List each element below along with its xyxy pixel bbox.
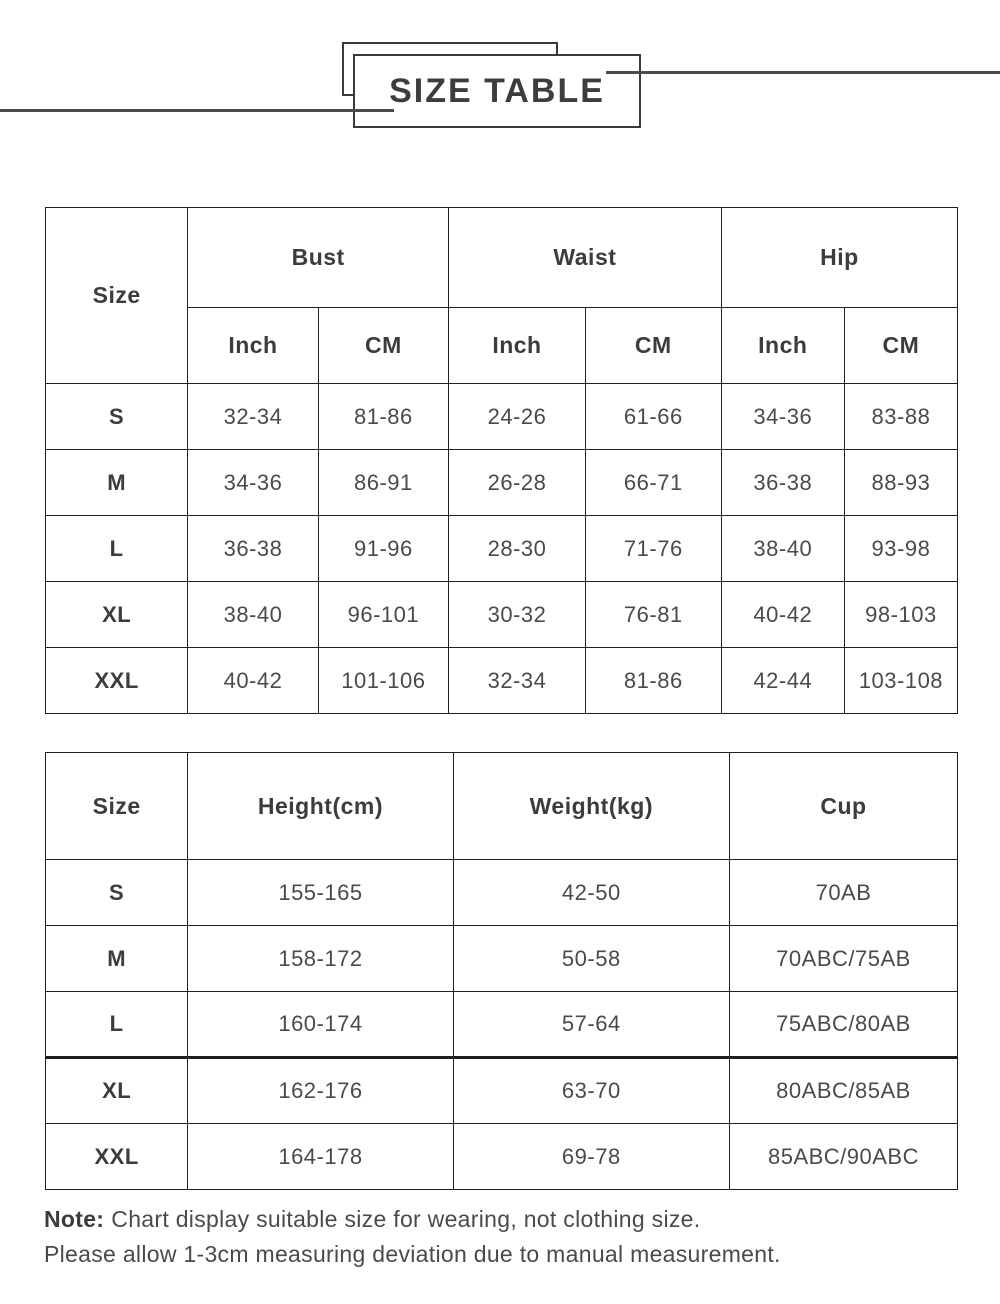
title-banner: [0, 0, 1000, 170]
value-cell: 57-64: [453, 992, 729, 1058]
table-row: [46, 450, 958, 516]
title-box: [353, 54, 641, 128]
unit-header: Inch: [721, 308, 844, 384]
value-cell: 63-70: [453, 1058, 729, 1124]
value-cell: 103-108: [844, 648, 957, 714]
value-cell: 38-40: [188, 582, 318, 648]
value-cell: 155-165: [188, 860, 453, 926]
unit-header: CM: [585, 308, 721, 384]
value-cell: 34-36: [721, 384, 844, 450]
group-header-row: [46, 208, 958, 308]
value-cell: 36-38: [188, 516, 318, 582]
value-cell: 36-38: [721, 450, 844, 516]
size-measurements-table: [45, 207, 958, 714]
waist-header: Waist: [449, 208, 722, 308]
value-cell: 38-40: [721, 516, 844, 582]
size-label-cell: XXL: [46, 648, 188, 714]
size-label-cell: M: [46, 450, 188, 516]
value-cell: 30-32: [449, 582, 586, 648]
size-column-header: Size: [46, 208, 188, 384]
value-cell: 71-76: [585, 516, 721, 582]
decor-line-left: [0, 109, 394, 112]
value-cell: 42-44: [721, 648, 844, 714]
value-cell: 70AB: [729, 860, 957, 926]
decor-line-right: [606, 71, 1000, 74]
column-header-row: [46, 753, 958, 860]
value-cell: 40-42: [188, 648, 318, 714]
unit-header: CM: [318, 308, 448, 384]
size-label-cell: S: [46, 384, 188, 450]
value-cell: 85ABC/90ABC: [729, 1124, 957, 1190]
value-cell: 40-42: [721, 582, 844, 648]
bust-header: Bust: [188, 208, 449, 308]
value-cell: 91-96: [318, 516, 448, 582]
value-cell: 101-106: [318, 648, 448, 714]
value-cell: 32-34: [449, 648, 586, 714]
size-label-cell: M: [46, 926, 188, 992]
size-label-cell: S: [46, 860, 188, 926]
value-cell: 96-101: [318, 582, 448, 648]
height-column-header: Height(cm): [188, 753, 453, 860]
value-cell: 81-86: [318, 384, 448, 450]
table-row: [46, 992, 958, 1058]
value-cell: 76-81: [585, 582, 721, 648]
note-line-2: Please allow 1-3cm measuring deviation due to manual measurement.: [44, 1241, 781, 1267]
value-cell: 164-178: [188, 1124, 453, 1190]
fit-table-body: [46, 860, 958, 1190]
note-text: Chart display suitable size for wearing, not clothing size.: [111, 1206, 701, 1232]
size-label-cell: XL: [46, 582, 188, 648]
note-block: [44, 1202, 974, 1272]
value-cell: 75ABC/80AB: [729, 992, 957, 1058]
size-column-header: Size: [46, 753, 188, 860]
value-cell: 28-30: [449, 516, 586, 582]
value-cell: 160-174: [188, 992, 453, 1058]
size-table-body: [46, 384, 958, 714]
table-row: [46, 384, 958, 450]
value-cell: 69-78: [453, 1124, 729, 1190]
size-label-cell: L: [46, 516, 188, 582]
value-cell: 32-34: [188, 384, 318, 450]
cup-column-header: Cup: [729, 753, 957, 860]
table-row: [46, 1058, 958, 1124]
value-cell: 50-58: [453, 926, 729, 992]
table-row: [46, 516, 958, 582]
size-label-cell: XXL: [46, 1124, 188, 1190]
value-cell: 26-28: [449, 450, 586, 516]
value-cell: 83-88: [844, 384, 957, 450]
value-cell: 42-50: [453, 860, 729, 926]
value-cell: 98-103: [844, 582, 957, 648]
unit-header: Inch: [188, 308, 318, 384]
weight-column-header: Weight(kg): [453, 753, 729, 860]
note-label: Note:: [44, 1206, 105, 1232]
hip-header: Hip: [721, 208, 957, 308]
value-cell: 86-91: [318, 450, 448, 516]
unit-header: CM: [844, 308, 957, 384]
value-cell: 70ABC/75AB: [729, 926, 957, 992]
value-cell: 66-71: [585, 450, 721, 516]
value-cell: 88-93: [844, 450, 957, 516]
table-row: [46, 1124, 958, 1190]
table-row: [46, 648, 958, 714]
size-label-cell: L: [46, 992, 188, 1058]
table-row: [46, 926, 958, 992]
page-title: SIZE TABLE: [389, 71, 605, 110]
value-cell: 81-86: [585, 648, 721, 714]
value-cell: 34-36: [188, 450, 318, 516]
table-row: [46, 860, 958, 926]
value-cell: 80ABC/85AB: [729, 1058, 957, 1124]
note-line-1: [44, 1202, 974, 1237]
value-cell: 162-176: [188, 1058, 453, 1124]
value-cell: 24-26: [449, 384, 586, 450]
size-label-cell: XL: [46, 1058, 188, 1124]
unit-header: Inch: [449, 308, 586, 384]
table-row: [46, 582, 958, 648]
value-cell: 158-172: [188, 926, 453, 992]
value-cell: 93-98: [844, 516, 957, 582]
value-cell: 61-66: [585, 384, 721, 450]
fit-guide-table: [45, 752, 958, 1190]
